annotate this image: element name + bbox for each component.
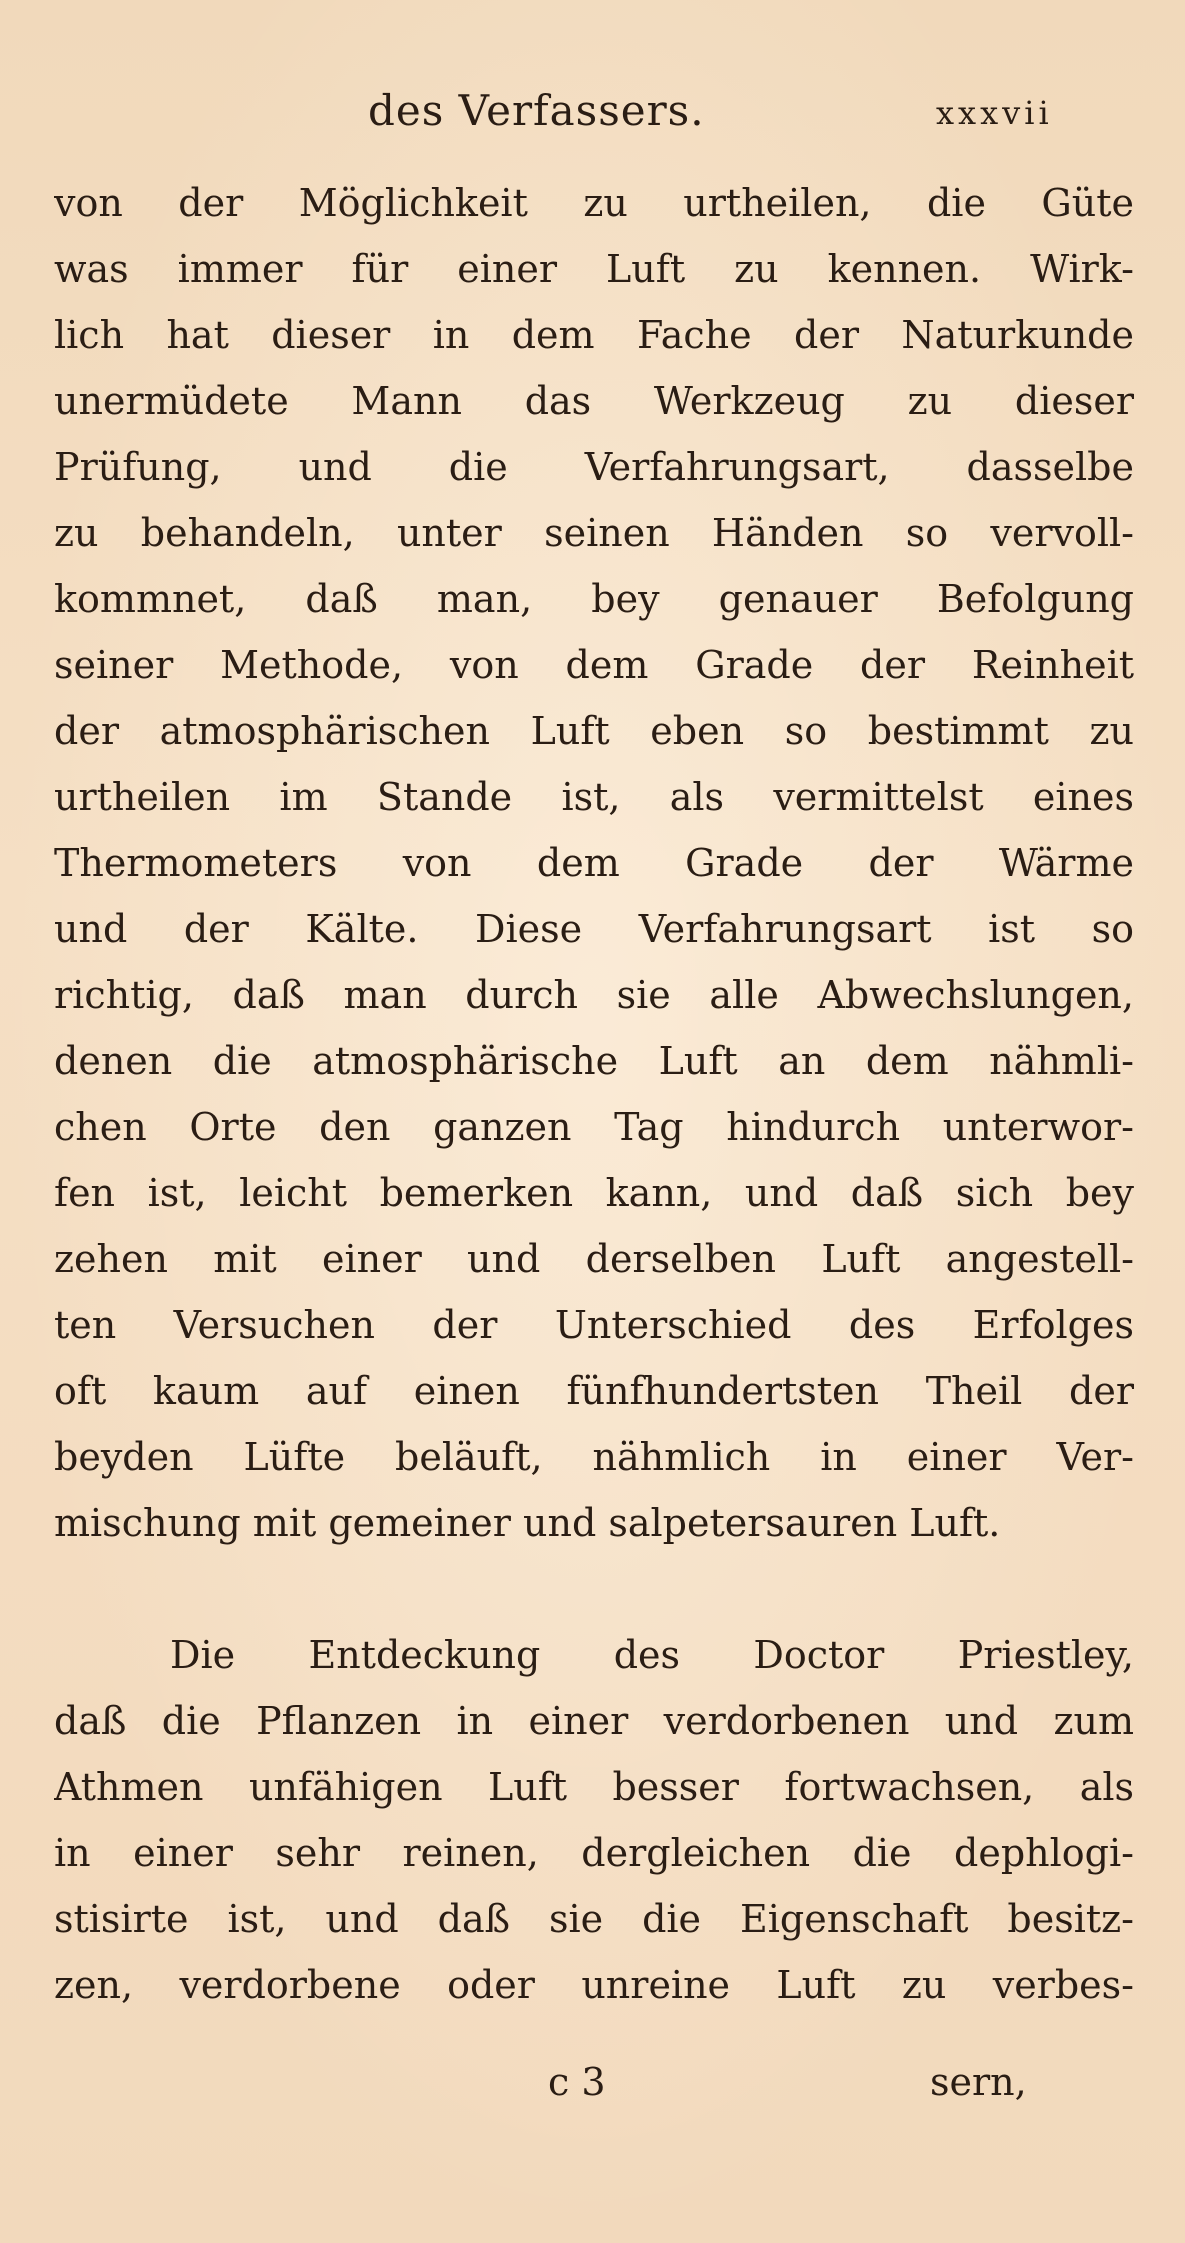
text-line: unermüdete Mann das Werkzeug zu dieser (54, 379, 1134, 423)
body-text (54, 170, 1134, 2018)
text-line: seiner Methode, von dem Grade der Reinheit (54, 643, 1134, 687)
text-line: denen die atmosphärische Luft an dem nähmli- (54, 1039, 1134, 1083)
page-footer (0, 2060, 1185, 2130)
text-line: stisirte ist, und daß sie die Eigenschaft besitz- (54, 1897, 1134, 1941)
text-line: richtig, daß man durch sie alle Abwechslungen, (54, 973, 1134, 1017)
text-line: in einer sehr reinen, dergleichen die dephlogi- (54, 1831, 1134, 1875)
text-line: zehen mit einer und derselben Luft angestell- (54, 1237, 1134, 1281)
text-line: Thermometers von dem Grade der Wärme (54, 841, 1134, 885)
text-line: oft kaum auf einen fünfhundertsten Theil der (54, 1369, 1134, 1413)
running-head (0, 86, 1185, 146)
text-line: zu behandeln, unter seinen Händen so vervoll- (54, 511, 1134, 555)
text-line: Prüfung, und die Verfahrungsart, dasselbe (54, 445, 1134, 489)
signature-mark: c 3 (548, 2060, 606, 2104)
text-line: daß die Pflanzen in einer verdorbenen und zum (54, 1699, 1134, 1743)
page-number: xxxvii (936, 94, 1053, 132)
text-line: chen Orte den ganzen Tag hindurch unterwor- (54, 1105, 1134, 1149)
text-line: kommnet, daß man, bey genauer Befolgung (54, 577, 1134, 621)
text-line: der atmosphärischen Luft eben so bestimmt zu (54, 709, 1134, 753)
text-line: lich hat dieser in dem Fache der Naturkunde (54, 313, 1134, 357)
text-line: ten Versuchen der Unterschied des Erfolges (54, 1303, 1134, 1347)
text-line: was immer für einer Luft zu kennen. Wirk- (54, 247, 1134, 291)
text-line: zen, verdorbene oder unreine Luft zu verbes- (54, 1963, 1134, 2007)
text-line: urtheilen im Stande ist, als vermittelst eines (54, 775, 1134, 819)
paragraph-2 (54, 1622, 1134, 2018)
text-line: mischung mit gemeiner und salpetersauren Luft. (54, 1501, 1001, 1545)
text-line: Athmen unfähigen Luft besser fortwachsen, als (54, 1765, 1134, 1809)
paragraph-1 (54, 170, 1134, 1556)
catchword: sern, (930, 2060, 1027, 2104)
paragraph-spacer (54, 1556, 1134, 1622)
running-title: des Verfassers. (368, 86, 705, 135)
text-line: beyden Lüfte beläuft, nähmlich in einer Ver- (54, 1435, 1134, 1479)
text-line: von der Möglichkeit zu urtheilen, die Güte (54, 181, 1134, 225)
text-line: Die Entdeckung des Doctor Priestley, (170, 1633, 1134, 1677)
text-line: fen ist, leicht bemerken kann, und daß sich bey (54, 1171, 1134, 1215)
text-line: und der Kälte. Diese Verfahrungsart ist so (54, 907, 1134, 951)
